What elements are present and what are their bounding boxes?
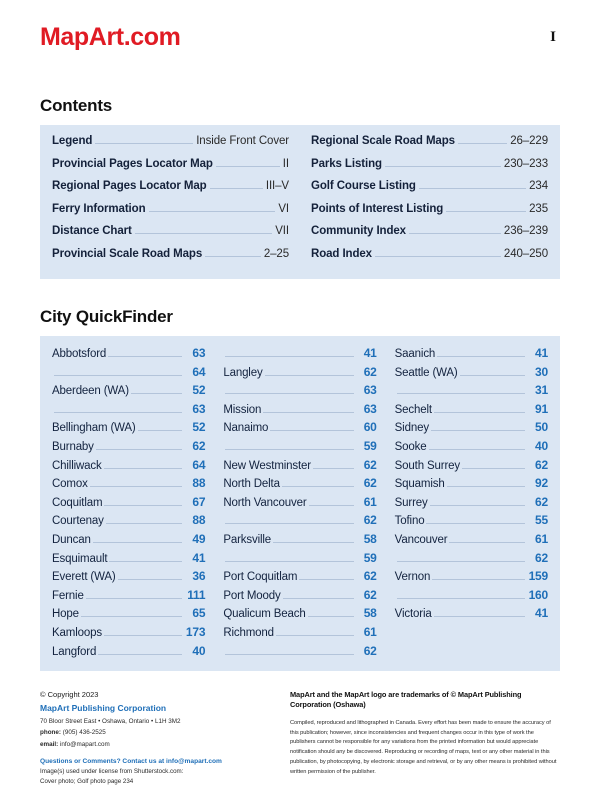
quickfinder-page-number: 92 — [535, 476, 548, 491]
quickfinder-page-number: 41 — [535, 346, 548, 360]
contents-grid — [52, 135, 548, 270]
quickfinder-page-number: 61 — [363, 624, 377, 639]
quickfinder-city-name: Vernon — [394, 571, 431, 584]
quickfinder-page-number: 63 — [363, 401, 377, 416]
leader-dots — [397, 393, 525, 394]
leader-dots — [54, 375, 182, 376]
image-credit-line-2: Cover photo; Golf photo page 234 — [40, 778, 134, 786]
quickfinder-row[interactable] — [395, 402, 548, 421]
leader-dots — [108, 356, 182, 357]
quickfinder-row[interactable] — [52, 551, 205, 570]
publisher-phone-line — [40, 728, 268, 738]
contents-entry-page: VI — [278, 202, 289, 215]
phone-value: (905) 436-2525 — [62, 729, 106, 737]
quickfinder-row[interactable] — [52, 458, 205, 477]
contents-entry-page: II — [282, 157, 289, 170]
leader-dots — [265, 375, 354, 376]
quickfinder-page-number: 59 — [363, 550, 377, 565]
quickfinder-city-name: Port Coquitlam — [223, 571, 298, 584]
quickfinder-page-number: 159 — [528, 569, 548, 584]
email-label: email: — [40, 741, 59, 749]
quickfinder-row[interactable] — [395, 606, 548, 625]
quickfinder-row[interactable] — [223, 458, 376, 477]
contents-entry-page: Inside Front Cover — [196, 135, 289, 147]
quickfinder-page-number: 40 — [535, 438, 548, 453]
quickfinder-city-name: Burnaby — [52, 440, 94, 453]
leader-dots — [447, 486, 525, 487]
quickfinder-city-name: South Surrey — [394, 459, 460, 472]
quickfinder-city-name: Vancouver — [394, 533, 448, 546]
contents-entry-label: Community Index — [311, 225, 406, 237]
contents-entry[interactable] — [52, 203, 289, 226]
quickfinder-page-number: 160 — [528, 587, 548, 602]
contents-entry-page: 230–233 — [503, 157, 548, 170]
leader-dots — [385, 166, 501, 167]
leader-dots — [131, 393, 182, 394]
quickfinder-row[interactable] — [52, 365, 205, 384]
quickfinder-page-number: 41 — [535, 606, 548, 621]
quickfinder-row[interactable] — [223, 365, 376, 384]
quickfinder-city-name: Parksville — [223, 533, 272, 546]
contents-entry[interactable] — [311, 135, 548, 158]
contact-us-link[interactable]: Questions or Comments? Contact us at info@mapart.com — [40, 757, 222, 765]
footer-publisher-block — [40, 690, 268, 788]
leader-dots — [149, 211, 276, 212]
leader-dots — [397, 561, 525, 562]
copyright-line: © Copyright 2023 — [40, 690, 99, 699]
contents-panel — [40, 125, 560, 279]
leader-dots — [462, 468, 525, 469]
leader-dots — [90, 486, 183, 487]
leader-dots — [205, 256, 261, 257]
leader-dots — [458, 143, 507, 144]
email-value: info@mapart.com — [59, 741, 110, 749]
quickfinder-page-number: 59 — [363, 438, 377, 453]
contents-entry[interactable] — [52, 180, 289, 203]
quickfinder-city-name: Courtenay — [52, 515, 104, 528]
quickfinder-page-number: 62 — [363, 569, 377, 584]
quickfinder-row[interactable] — [395, 383, 548, 402]
leader-dots — [431, 430, 525, 431]
quickfinder-city-name: Aberdeen (WA) — [52, 385, 129, 398]
quickfinder-row[interactable] — [223, 402, 376, 421]
quickfinder-page-number: 52 — [192, 420, 206, 435]
leader-dots — [460, 375, 525, 376]
quickfinder-heading: City QuickFinder — [40, 307, 173, 326]
leader-dots — [299, 579, 353, 580]
quickfinder-row[interactable] — [52, 346, 205, 365]
quickfinder-page-number: 36 — [192, 569, 206, 584]
contents-entry[interactable] — [52, 248, 289, 271]
quickfinder-column-2 — [223, 346, 376, 662]
quickfinder-page-number: 62 — [535, 494, 548, 509]
quickfinder-row[interactable] — [52, 420, 205, 439]
quickfinder-page-number: 62 — [363, 643, 377, 658]
quickfinder-grid — [52, 346, 548, 662]
quickfinder-page-number: 111 — [187, 587, 206, 602]
quickfinder-page-number: 62 — [535, 550, 548, 565]
leader-dots — [434, 616, 525, 617]
leader-dots — [446, 211, 526, 212]
contents-entry-page: VII — [275, 225, 289, 237]
publisher-email-line — [40, 740, 268, 750]
contents-entry[interactable] — [311, 158, 548, 181]
quickfinder-page-number: 30 — [535, 364, 548, 379]
quickfinder-page-number: 41 — [192, 550, 206, 565]
contents-entry-label: Parks Listing — [311, 157, 382, 170]
quickfinder-page-number: 88 — [192, 476, 206, 491]
quickfinder-row[interactable] — [52, 383, 205, 402]
quickfinder-row[interactable] — [223, 495, 376, 514]
quickfinder-city-name: Langley — [223, 366, 263, 379]
contents-entry-page: 235 — [529, 202, 548, 215]
quickfinder-row[interactable] — [52, 402, 205, 421]
quickfinder-row[interactable] — [223, 644, 376, 663]
leader-dots — [96, 449, 183, 450]
leader-dots — [95, 143, 193, 144]
quickfinder-row[interactable] — [395, 346, 548, 365]
quickfinder-page-number: 49 — [192, 531, 206, 546]
quickfinder-page-number: 63 — [363, 383, 377, 398]
quickfinder-row[interactable] — [395, 476, 548, 495]
city-quickfinder-section — [40, 307, 560, 671]
leader-dots — [210, 188, 263, 189]
quickfinder-page-number: 91 — [535, 401, 548, 416]
quickfinder-city-name: Bellingham (WA) — [52, 422, 136, 435]
leader-dots — [426, 523, 525, 524]
contents-entry-page: 240–250 — [503, 247, 548, 260]
contents-entry-label: Legend — [52, 135, 93, 147]
leader-dots — [118, 579, 183, 580]
contents-entry-label: Regional Scale Road Maps — [311, 135, 455, 147]
leader-dots — [54, 412, 182, 413]
quickfinder-row[interactable] — [223, 420, 376, 439]
quickfinder-page-number: 62 — [192, 438, 206, 453]
quickfinder-row[interactable] — [223, 606, 376, 625]
quickfinder-row[interactable] — [223, 476, 376, 495]
quickfinder-city-name: Richmond — [223, 626, 274, 639]
quickfinder-city-name: Hope — [52, 608, 79, 621]
quickfinder-row[interactable] — [395, 532, 548, 551]
quickfinder-page-number: 64 — [192, 457, 206, 472]
leader-dots — [263, 412, 353, 413]
quickfinder-city-name: Victoria — [394, 608, 432, 621]
quickfinder-page-number: 63 — [192, 401, 206, 416]
quickfinder-page-number: 88 — [192, 513, 206, 528]
quickfinder-page-number: 40 — [192, 643, 206, 658]
quickfinder-page-number: 62 — [363, 457, 377, 472]
contents-entry[interactable] — [311, 248, 548, 271]
quickfinder-city-name: Qualicum Beach — [223, 608, 306, 621]
contents-entry[interactable] — [52, 158, 289, 181]
quickfinder-row[interactable] — [223, 439, 376, 458]
quickfinder-row[interactable] — [395, 365, 548, 384]
leader-dots — [98, 654, 182, 655]
leader-dots — [225, 393, 353, 394]
quickfinder-page-number: 62 — [535, 457, 548, 472]
quickfinder-row[interactable] — [395, 588, 548, 607]
quickfinder-city-name: Tofino — [394, 515, 425, 528]
quickfinder-row[interactable] — [223, 513, 376, 532]
quickfinder-row[interactable] — [52, 644, 205, 663]
quickfinder-row[interactable] — [223, 588, 376, 607]
quickfinder-city-name: Kamloops — [52, 626, 102, 639]
contents-heading: Contents — [40, 96, 113, 115]
contents-entry-label: Distance Chart — [52, 225, 132, 237]
contents-entry[interactable] — [52, 135, 289, 158]
quickfinder-page-number: 64 — [192, 364, 206, 379]
quickfinder-city-name: Squamish — [394, 478, 445, 491]
leader-dots — [225, 654, 353, 655]
image-credit-line-1: Image(s) used under license from Shutterstock.com: — [40, 767, 184, 775]
quickfinder-row[interactable] — [52, 476, 205, 495]
quickfinder-city-name: Port Moody — [223, 589, 281, 602]
quickfinder-city-name: Esquimault — [52, 552, 108, 565]
quickfinder-page-number: 31 — [535, 383, 548, 398]
quickfinder-row[interactable] — [223, 551, 376, 570]
leader-dots — [270, 430, 353, 431]
quickfinder-city-name: Sechelt — [394, 403, 432, 416]
quickfinder-row[interactable] — [223, 625, 376, 644]
quickfinder-city-name: Coquitlam — [52, 496, 103, 509]
contents-entry-label: Road Index — [311, 247, 372, 260]
leader-dots — [437, 356, 525, 357]
leader-dots — [104, 505, 182, 506]
quickfinder-city-name: Fernie — [52, 589, 84, 602]
quickfinder-column-3 — [395, 346, 548, 662]
quickfinder-row[interactable] — [223, 383, 376, 402]
quickfinder-page-number: 41 — [363, 346, 377, 360]
quickfinder-city-name: New Westminster — [223, 459, 311, 472]
quickfinder-page-number: 60 — [363, 420, 377, 435]
quickfinder-page-number: 62 — [363, 587, 377, 602]
leader-dots — [81, 616, 182, 617]
quickfinder-city-name: Everett (WA) — [52, 571, 116, 584]
leader-dots — [273, 542, 354, 543]
quickfinder-city-name: Saanich — [394, 348, 436, 360]
quickfinder-city-name: Seattle (WA) — [394, 366, 458, 379]
quickfinder-page-number: 50 — [535, 420, 548, 435]
quickfinder-row[interactable] — [223, 569, 376, 588]
contents-section — [40, 96, 560, 279]
leader-dots — [308, 616, 354, 617]
quickfinder-column-1 — [52, 346, 205, 662]
leader-dots — [225, 561, 353, 562]
quickfinder-row[interactable] — [395, 513, 548, 532]
contents-entry[interactable] — [52, 225, 289, 248]
leader-dots — [93, 542, 183, 543]
contents-entry-page: 234 — [529, 180, 548, 192]
quickfinder-page-number: 55 — [535, 513, 548, 528]
leader-dots — [434, 412, 525, 413]
quickfinder-row[interactable] — [52, 439, 205, 458]
leader-dots — [135, 233, 272, 234]
leader-dots — [430, 505, 525, 506]
quickfinder-page-number: 62 — [363, 476, 377, 491]
publisher-address: 70 Bloor Street East • Oshawa, Ontario • L1H 3M2 — [40, 717, 181, 725]
quickfinder-page-number: 58 — [363, 606, 377, 621]
quickfinder-city-name: Comox — [52, 478, 88, 491]
quickfinder-city-name: Mission — [223, 403, 262, 416]
leader-dots — [313, 468, 354, 469]
contents-entry-page: III–V — [265, 180, 289, 192]
contents-entry[interactable] — [311, 180, 548, 203]
quickfinder-page-number: 61 — [363, 494, 377, 509]
contents-entry-label: Ferry Information — [52, 202, 146, 215]
quickfinder-row[interactable] — [223, 532, 376, 551]
quickfinder-city-name: Nanaimo — [223, 422, 269, 435]
contents-entry-label: Points of Interest Listing — [311, 202, 444, 215]
masthead — [40, 0, 560, 62]
contents-entry-label: Provincial Pages Locator Map — [52, 157, 213, 170]
leader-dots — [429, 449, 525, 450]
leader-dots — [276, 635, 354, 636]
contents-entry-label: Regional Pages Locator Map — [52, 180, 207, 192]
quickfinder-page-number: 63 — [192, 346, 206, 360]
quickfinder-page-number: 52 — [192, 383, 206, 398]
quickfinder-row[interactable] — [395, 551, 548, 570]
quickfinder-city-name: Sooke — [394, 440, 427, 453]
leader-dots — [138, 430, 183, 431]
quickfinder-row[interactable] — [223, 346, 376, 365]
contents-column-left — [52, 135, 289, 270]
quickfinder-row[interactable] — [395, 569, 548, 588]
leader-dots — [375, 256, 501, 257]
quickfinder-page-number: 58 — [363, 531, 377, 546]
quickfinder-row[interactable] — [52, 606, 205, 625]
quickfinder-city-name: Chilliwack — [52, 459, 102, 472]
contents-entry-label: Golf Course Listing — [311, 180, 416, 192]
leader-dots — [283, 598, 354, 599]
legal-notice: Compiled, reproduced and lithographed in Canada. Every effort has been made to ensure the accuracy of this publication; however, since inconsistencies and frequent changes occur in this type of work the publishers cannot be responsible for any variations from the printed information but would appreciate notification should any be discovered. Reproducing or recording of maps, text or any other material in this publication, by photocopying, by electronic storage and retrieval, or by any other means is prohibited without written permission of the publisher. — [290, 719, 557, 775]
quickfinder-row[interactable] — [395, 439, 548, 458]
leader-dots — [397, 598, 525, 599]
quickfinder-city-name: North Delta — [223, 478, 280, 491]
quickfinder-city-name: North Vancouver — [223, 496, 307, 509]
contents-entry[interactable] — [311, 225, 548, 248]
quickfinder-city-name: Duncan — [52, 533, 91, 546]
leader-dots — [104, 468, 183, 469]
quickfinder-city-name: Abbotsford — [52, 348, 107, 360]
leader-dots — [282, 486, 354, 487]
leader-dots — [449, 542, 525, 543]
contents-column-right — [311, 135, 548, 270]
leader-dots — [432, 579, 525, 580]
quickfinder-page-number: 67 — [192, 494, 206, 509]
quickfinder-page-number: 62 — [363, 364, 377, 379]
leader-dots — [216, 166, 280, 167]
quickfinder-panel — [40, 336, 560, 671]
quickfinder-page-number: 65 — [192, 606, 206, 621]
quickfinder-row[interactable] — [395, 495, 548, 514]
leader-dots — [86, 598, 183, 599]
leader-dots — [109, 561, 182, 562]
page-folio-number: I — [550, 28, 556, 45]
leader-dots — [106, 523, 183, 524]
footer-legal-block — [290, 690, 560, 788]
contents-entry-page: 2–25 — [263, 247, 289, 260]
phone-label: phone: — [40, 729, 61, 737]
quickfinder-row[interactable] — [52, 588, 205, 607]
quickfinder-row[interactable] — [52, 495, 205, 514]
quickfinder-row[interactable] — [52, 532, 205, 551]
quickfinder-page-number: 62 — [363, 513, 377, 528]
publisher-name: MapArt Publishing Corporation — [40, 702, 167, 713]
leader-dots — [225, 523, 353, 524]
brand-logo: MapArt.com — [40, 22, 181, 51]
quickfinder-page-number: 61 — [535, 531, 548, 546]
contents-entry[interactable] — [311, 203, 548, 226]
leader-dots — [225, 449, 353, 450]
page-footer — [40, 690, 560, 788]
quickfinder-row[interactable] — [395, 458, 548, 477]
quickfinder-city-name: Surrey — [394, 496, 428, 509]
contents-entry-page: 236–239 — [503, 225, 548, 237]
quickfinder-city-name: Sidney — [394, 422, 429, 435]
leader-dots — [104, 635, 182, 636]
leader-dots — [409, 233, 501, 234]
leader-dots — [419, 188, 526, 189]
quickfinder-row[interactable] — [395, 420, 548, 439]
quickfinder-city-name: Langford — [52, 645, 97, 658]
quickfinder-page-number: 173 — [185, 624, 206, 639]
contents-entry-label: Provincial Scale Road Maps — [52, 247, 203, 260]
leader-dots — [309, 505, 354, 506]
trademark-notice: MapArt and the MapArt logo are trademarks of © MapArt Publishing Corporation (Oshawa) — [290, 690, 522, 710]
leader-dots — [225, 356, 353, 357]
quickfinder-row[interactable] — [52, 625, 205, 644]
quickfinder-row[interactable] — [52, 513, 205, 532]
quickfinder-row[interactable] — [52, 569, 205, 588]
contents-entry-page: 26–229 — [510, 135, 548, 147]
